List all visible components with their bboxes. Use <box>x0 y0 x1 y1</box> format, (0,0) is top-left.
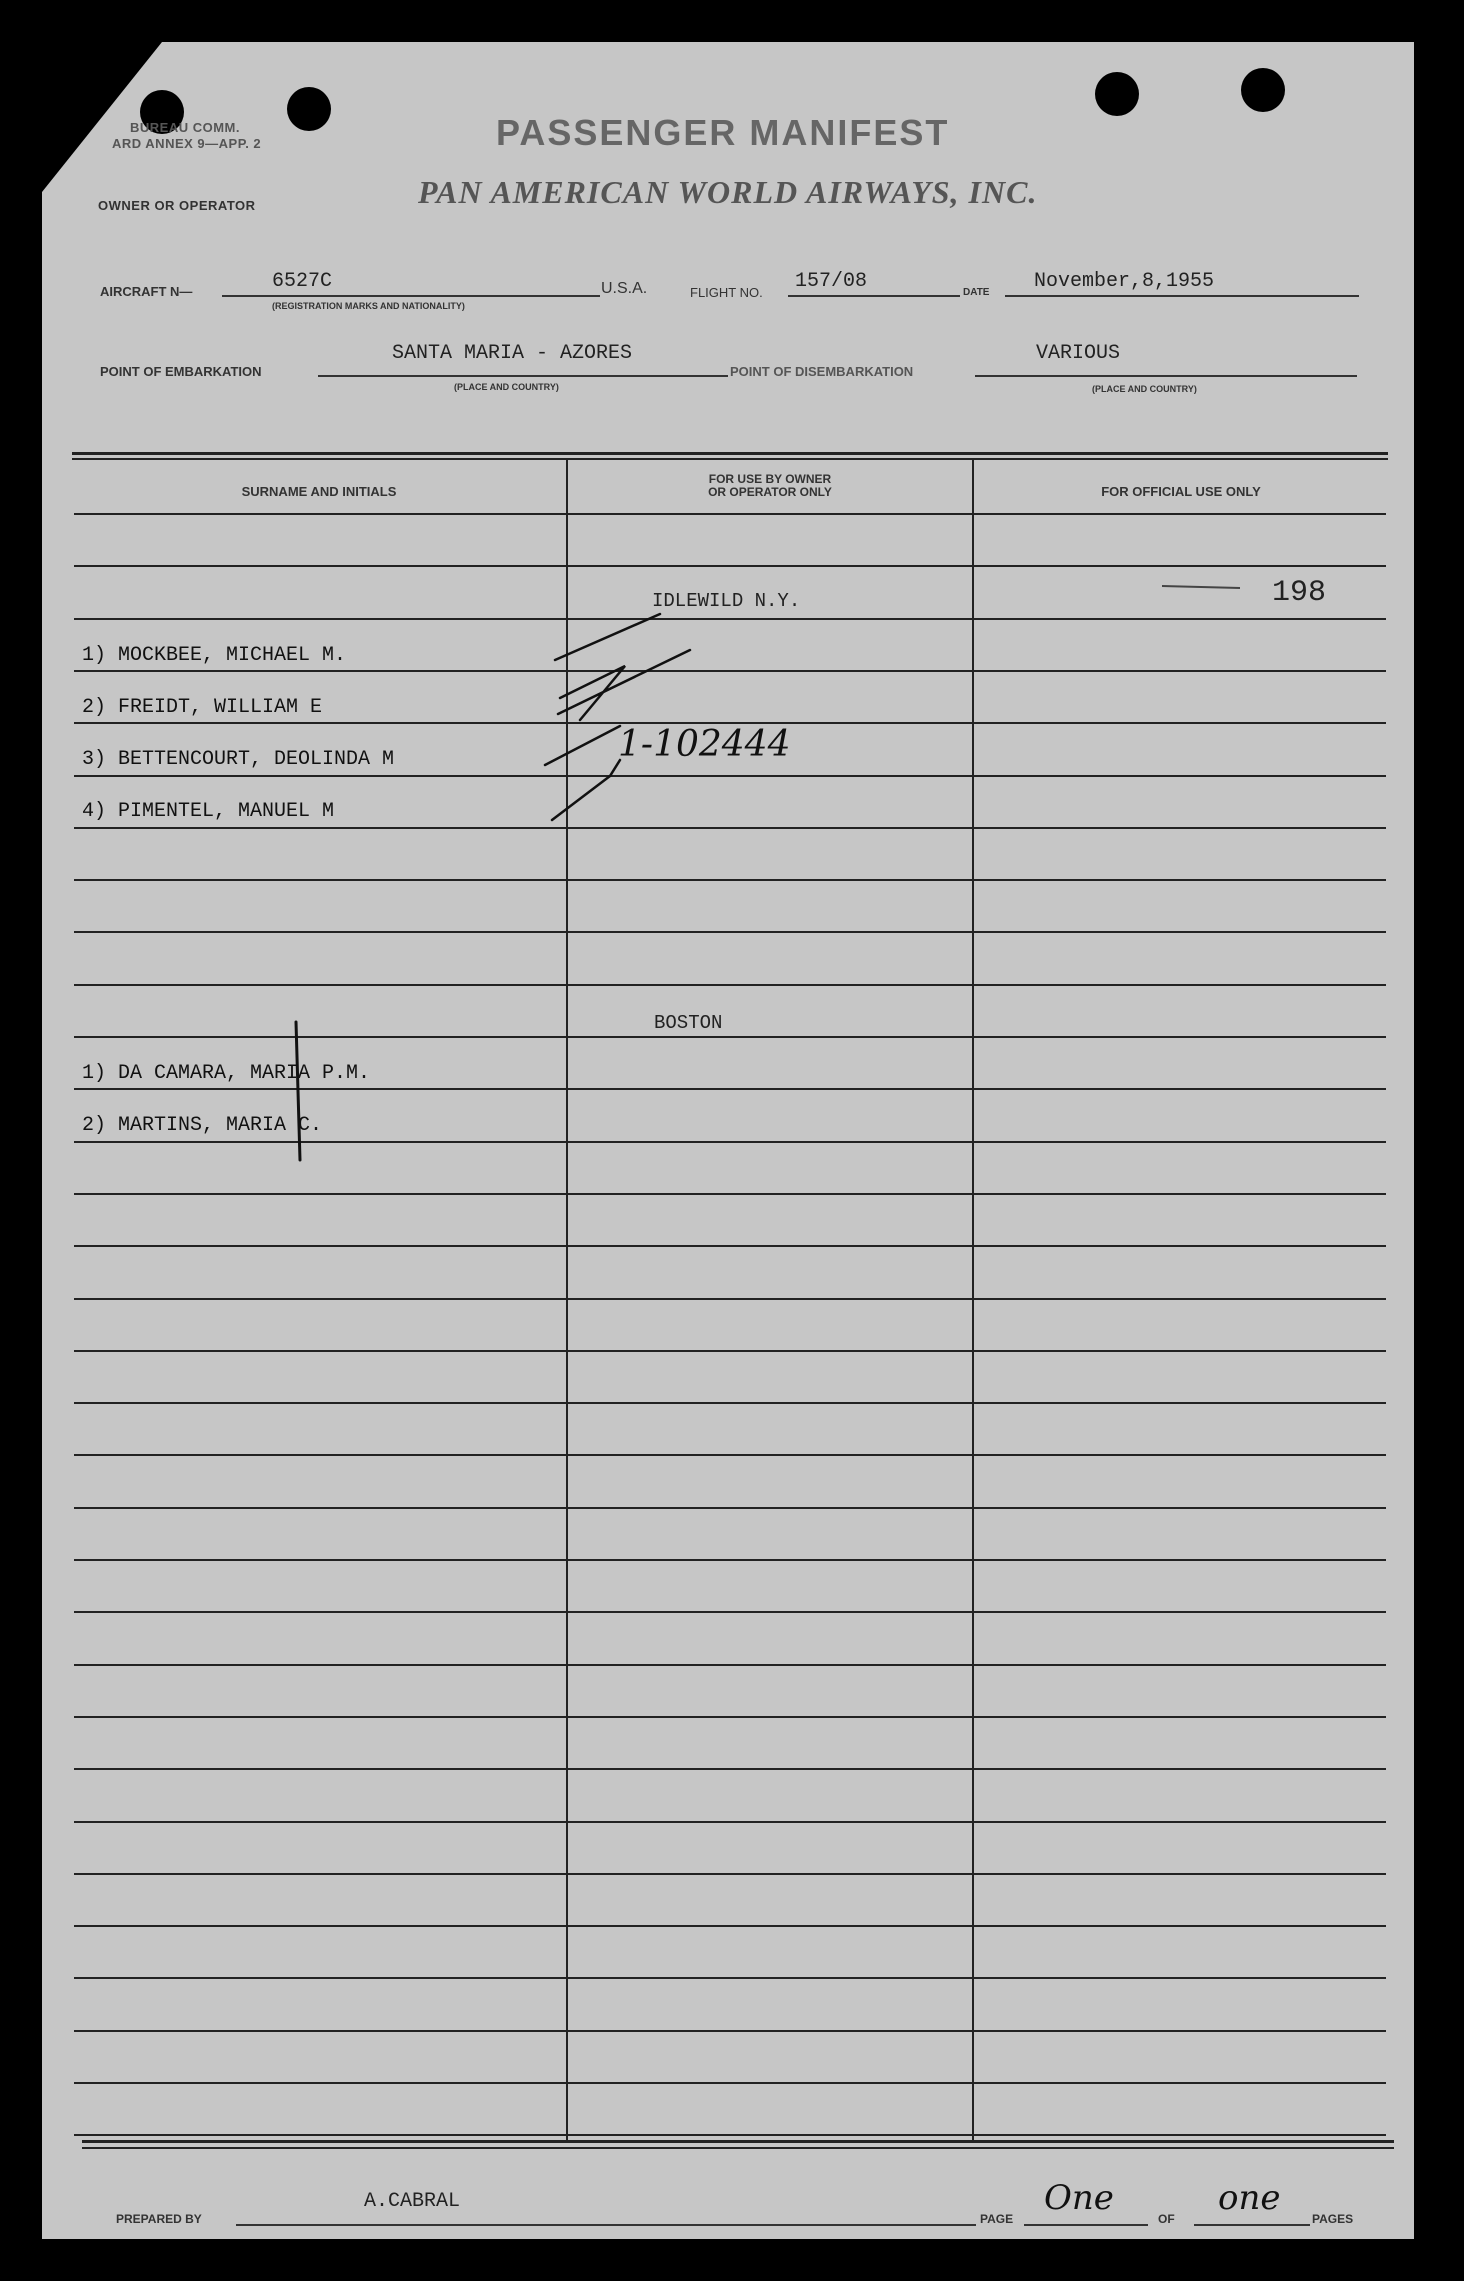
column-header-owner-line1: FOR USE BY OWNER <box>708 472 832 486</box>
table-row: 2) MARTINS, MARIA C. <box>82 1114 323 1137</box>
page-total-line <box>1194 2224 1310 2226</box>
comm-line-2: ARD ANNEX 9—APP. 2 <box>112 136 262 151</box>
flight-label: FLIGHT NO. <box>690 285 763 300</box>
page-label: PAGE <box>980 2212 1014 2226</box>
owner-label: OWNER OR OPERATOR <box>98 198 256 213</box>
aircraft-sub: (REGISTRATION MARKS AND NATIONALITY) <box>272 301 465 311</box>
table-row: 4) PIMENTEL, MANUEL M <box>82 800 335 823</box>
usa-label: U.S.A. <box>601 280 648 297</box>
prepared-value: A.CABRAL <box>364 2190 461 2213</box>
table-row: 2) FREIDT, WILLIAM E <box>82 696 323 719</box>
official-number: 198 <box>1272 576 1327 610</box>
prepared-label: PREPARED BY <box>116 2212 202 2226</box>
column-header-official: FOR OFFICIAL USE ONLY <box>1101 484 1261 499</box>
group-destination: IDLEWILD N.Y. <box>652 590 801 612</box>
date-label: DATE <box>963 287 990 298</box>
embarkation-sub: (PLACE AND COUNTRY) <box>454 382 559 392</box>
column-header-owner-line2: OR OPERATOR ONLY <box>708 485 832 499</box>
embarkation-label: POINT OF EMBARKATION <box>100 364 262 379</box>
flight-value: 157/08 <box>795 270 868 293</box>
page-title: PASSENGER MANIFEST <box>496 112 950 153</box>
table-row: 1) MOCKBEE, MICHAEL M. <box>82 644 347 667</box>
aircraft-value: 6527C <box>272 270 333 293</box>
handwritten-note: 1-102444 <box>618 724 791 765</box>
group-destination: BOSTON <box>654 1012 723 1034</box>
disembarkation-sub: (PLACE AND COUNTRY) <box>1092 384 1197 394</box>
table-row: 1) DA CAMARA, MARIA P.M. <box>82 1062 371 1085</box>
disembarkation-label: POINT OF DISEMBARKATION <box>730 364 914 379</box>
column-header-surname: SURNAME AND INITIALS <box>241 484 397 499</box>
page-number: One <box>1044 2178 1114 2218</box>
comm-line-1: BUREAU COMM. <box>130 120 240 135</box>
prepared-line <box>236 2224 976 2226</box>
disembarkation-value: VARIOUS <box>1036 342 1121 365</box>
pages-label: PAGES <box>1312 2212 1354 2226</box>
of-label: OF <box>1158 2212 1175 2226</box>
page-line <box>1024 2224 1148 2226</box>
aircraft-label: AIRCRAFT N— <box>100 284 193 299</box>
embarkation-value: SANTA MARIA - AZORES <box>392 342 633 365</box>
table-row: 3) BETTENCOURT, DEOLINDA M <box>82 748 395 771</box>
page-total: one <box>1218 2178 1281 2218</box>
airline-name: PAN AMERICAN WORLD AIRWAYS, INC. <box>418 174 1038 210</box>
date-value: November,8,1955 <box>1034 270 1215 293</box>
